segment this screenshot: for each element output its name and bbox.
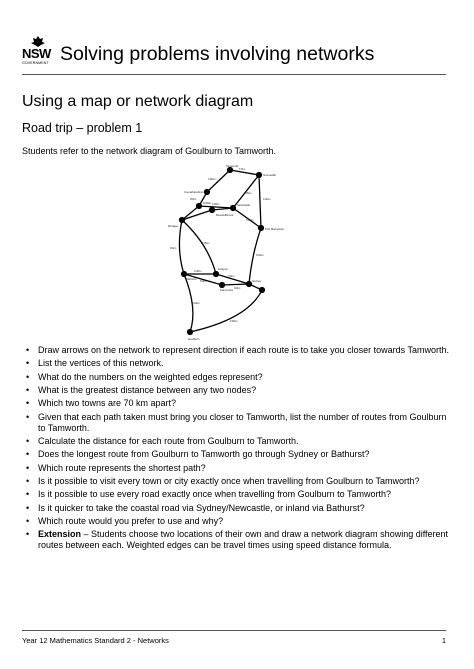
- node-label: Lithgow: [218, 267, 228, 271]
- edge-label: 95km: [190, 198, 197, 201]
- edge-label: 70km: [228, 275, 235, 278]
- node-labels: [168, 164, 284, 341]
- edge-label: 196km: [230, 320, 238, 323]
- edge-label: 67km: [239, 168, 246, 171]
- node-label: Sydney: [252, 279, 262, 283]
- list-item-text: List the vertices of this network.: [38, 358, 164, 369]
- edge-label: 130km: [212, 203, 220, 206]
- node-gunnedah: [256, 172, 262, 178]
- list-item-text: Which route would you prefer to use and why?: [38, 516, 224, 527]
- logo-subtext: GOVERNMENT: [22, 61, 49, 65]
- list-item-text: Is it quicker to take the coastal road via Sydney/Newcastle, or inland via Bathurst?: [38, 502, 365, 513]
- list-item: [22, 385, 454, 396]
- page-number: 1: [441, 636, 446, 645]
- edge-label: 136km: [208, 178, 216, 181]
- bullet-icon: •: [26, 476, 30, 487]
- node-label: Tamworth: [226, 164, 239, 168]
- list-item: [22, 372, 454, 383]
- list-item-text: Does the longest route from Goulburn to Tamworth go through Sydney or Bathurst?: [38, 449, 370, 460]
- list-item: [22, 489, 454, 500]
- node-label: Goulburn: [188, 337, 200, 341]
- list-item-text: Given that each path taken must bring you closer to Tamworth, list the number of routes from Goulburn to Tamworth.: [38, 411, 447, 433]
- question-list: [22, 345, 454, 554]
- bullet-icon: •: [26, 516, 30, 527]
- footer-divider: [22, 630, 446, 631]
- edge: [182, 220, 216, 274]
- bullet-icon: •: [26, 345, 30, 355]
- node-label: Muswellbrook: [216, 213, 234, 217]
- list-item: [22, 503, 454, 514]
- bullet-icon: •: [26, 436, 30, 447]
- edge-label: 118km: [194, 270, 202, 273]
- list-item: [22, 345, 454, 356]
- list-item-text: Draw arrows on the network to represent direction if each route is to take you closer towards Tamworth.: [38, 345, 450, 355]
- bullet-icon: •: [26, 489, 30, 500]
- edge: [179, 220, 184, 274]
- edge-label: 125km: [202, 242, 210, 245]
- subsection-heading: Road trip – problem 1: [22, 121, 143, 135]
- node-goulburn: [187, 329, 193, 335]
- node-wollongong: [259, 287, 265, 293]
- list-item: [22, 436, 454, 447]
- node-label: Dubbo: [203, 201, 212, 205]
- list-item-text: – Students choose two locations of their own and draw a network diagram showing different routes between each. Weighted edges can be travel times using speed distance formula.: [38, 529, 449, 551]
- edge: [259, 175, 261, 228]
- list-item: [22, 516, 454, 527]
- edge-label: 160km: [192, 302, 200, 305]
- edge-label: 90km: [170, 247, 177, 250]
- header-divider: [22, 74, 446, 75]
- intro-paragraph: Students refer to the network diagram of Goulburn to Tamworth.: [22, 146, 276, 156]
- bullet-icon: •: [26, 358, 30, 369]
- list-item-text: Is it possible to use every road exactly once when travelling from Goulburn to Tamworth?: [38, 489, 392, 500]
- edge: [207, 170, 230, 192]
- list-item-text: Which two towns are 70 km apart?: [38, 398, 177, 409]
- bullet-icon: •: [26, 411, 30, 422]
- edge: [233, 208, 261, 228]
- list-item: [22, 463, 454, 474]
- edge: [182, 210, 212, 220]
- network-diagram: [168, 164, 288, 344]
- list-item-text: What is the greatest distance between any two nodes?: [38, 385, 257, 396]
- node-port-macquarie: [258, 225, 264, 231]
- node-muswellbrook: [209, 207, 215, 213]
- node-label: Mudgee: [168, 224, 179, 228]
- list-item-text: Is it possible to visit every town or city exactly once when travelling from Goulburn to Tamworth?: [38, 476, 420, 487]
- bullet-icon: •: [26, 385, 30, 396]
- edge-label: 124km: [263, 198, 271, 201]
- edge-label: 152km: [256, 254, 264, 257]
- list-item-text: Calculate the distance for each route from Goulburn to Tamworth.: [38, 436, 299, 447]
- edge-label: 155km: [246, 219, 254, 222]
- edge: [199, 206, 233, 208]
- list-item: [22, 398, 454, 409]
- bullet-icon: •: [26, 449, 30, 460]
- node-label: Coonabarabran: [184, 190, 204, 194]
- edge-label: 94km: [234, 287, 241, 290]
- edge: [190, 290, 262, 332]
- node-mudgee: [179, 217, 185, 223]
- section-heading: Using a map or network diagram: [22, 93, 254, 110]
- bullet-icon: •: [26, 398, 30, 409]
- node-label: Port Macquarie: [265, 227, 284, 231]
- list-item: [22, 449, 454, 460]
- list-item: [22, 476, 454, 487]
- list-item-text: Which route represents the shortest path?: [38, 462, 206, 473]
- extension-label: Extension: [38, 529, 82, 540]
- edge-label: 105km: [244, 192, 252, 195]
- document-title: Solving problems involving networks: [60, 43, 375, 65]
- bullet-icon: •: [26, 529, 30, 540]
- nsw-government-logo: [22, 36, 54, 68]
- list-item-text: What do the numbers on the weighted edges represent?: [38, 371, 263, 382]
- node-label: Newcastle: [237, 203, 250, 207]
- bullet-icon: •: [26, 502, 30, 513]
- logo-wordmark: NSW: [22, 46, 51, 61]
- footer-course-label: Year 12 Mathematics Standard 2 - Networks: [22, 636, 169, 645]
- list-item: [22, 358, 454, 369]
- node-newcastle: [230, 205, 236, 211]
- bullet-icon: •: [26, 462, 30, 473]
- edge-label: 60km: [200, 280, 207, 283]
- bullet-icon: •: [26, 371, 30, 382]
- edge: [222, 284, 249, 285]
- node-dubbo: [196, 203, 202, 209]
- list-item: [22, 412, 454, 434]
- edge: [212, 208, 233, 210]
- node-label: Bathurst: [186, 277, 197, 281]
- node-coonabarabran: [204, 189, 210, 195]
- node-label: Katoomba: [220, 288, 233, 292]
- edge: [182, 206, 199, 220]
- node-label: Gunnedah: [263, 173, 277, 177]
- node-lithgow: [213, 271, 219, 277]
- list-item: [22, 529, 454, 551]
